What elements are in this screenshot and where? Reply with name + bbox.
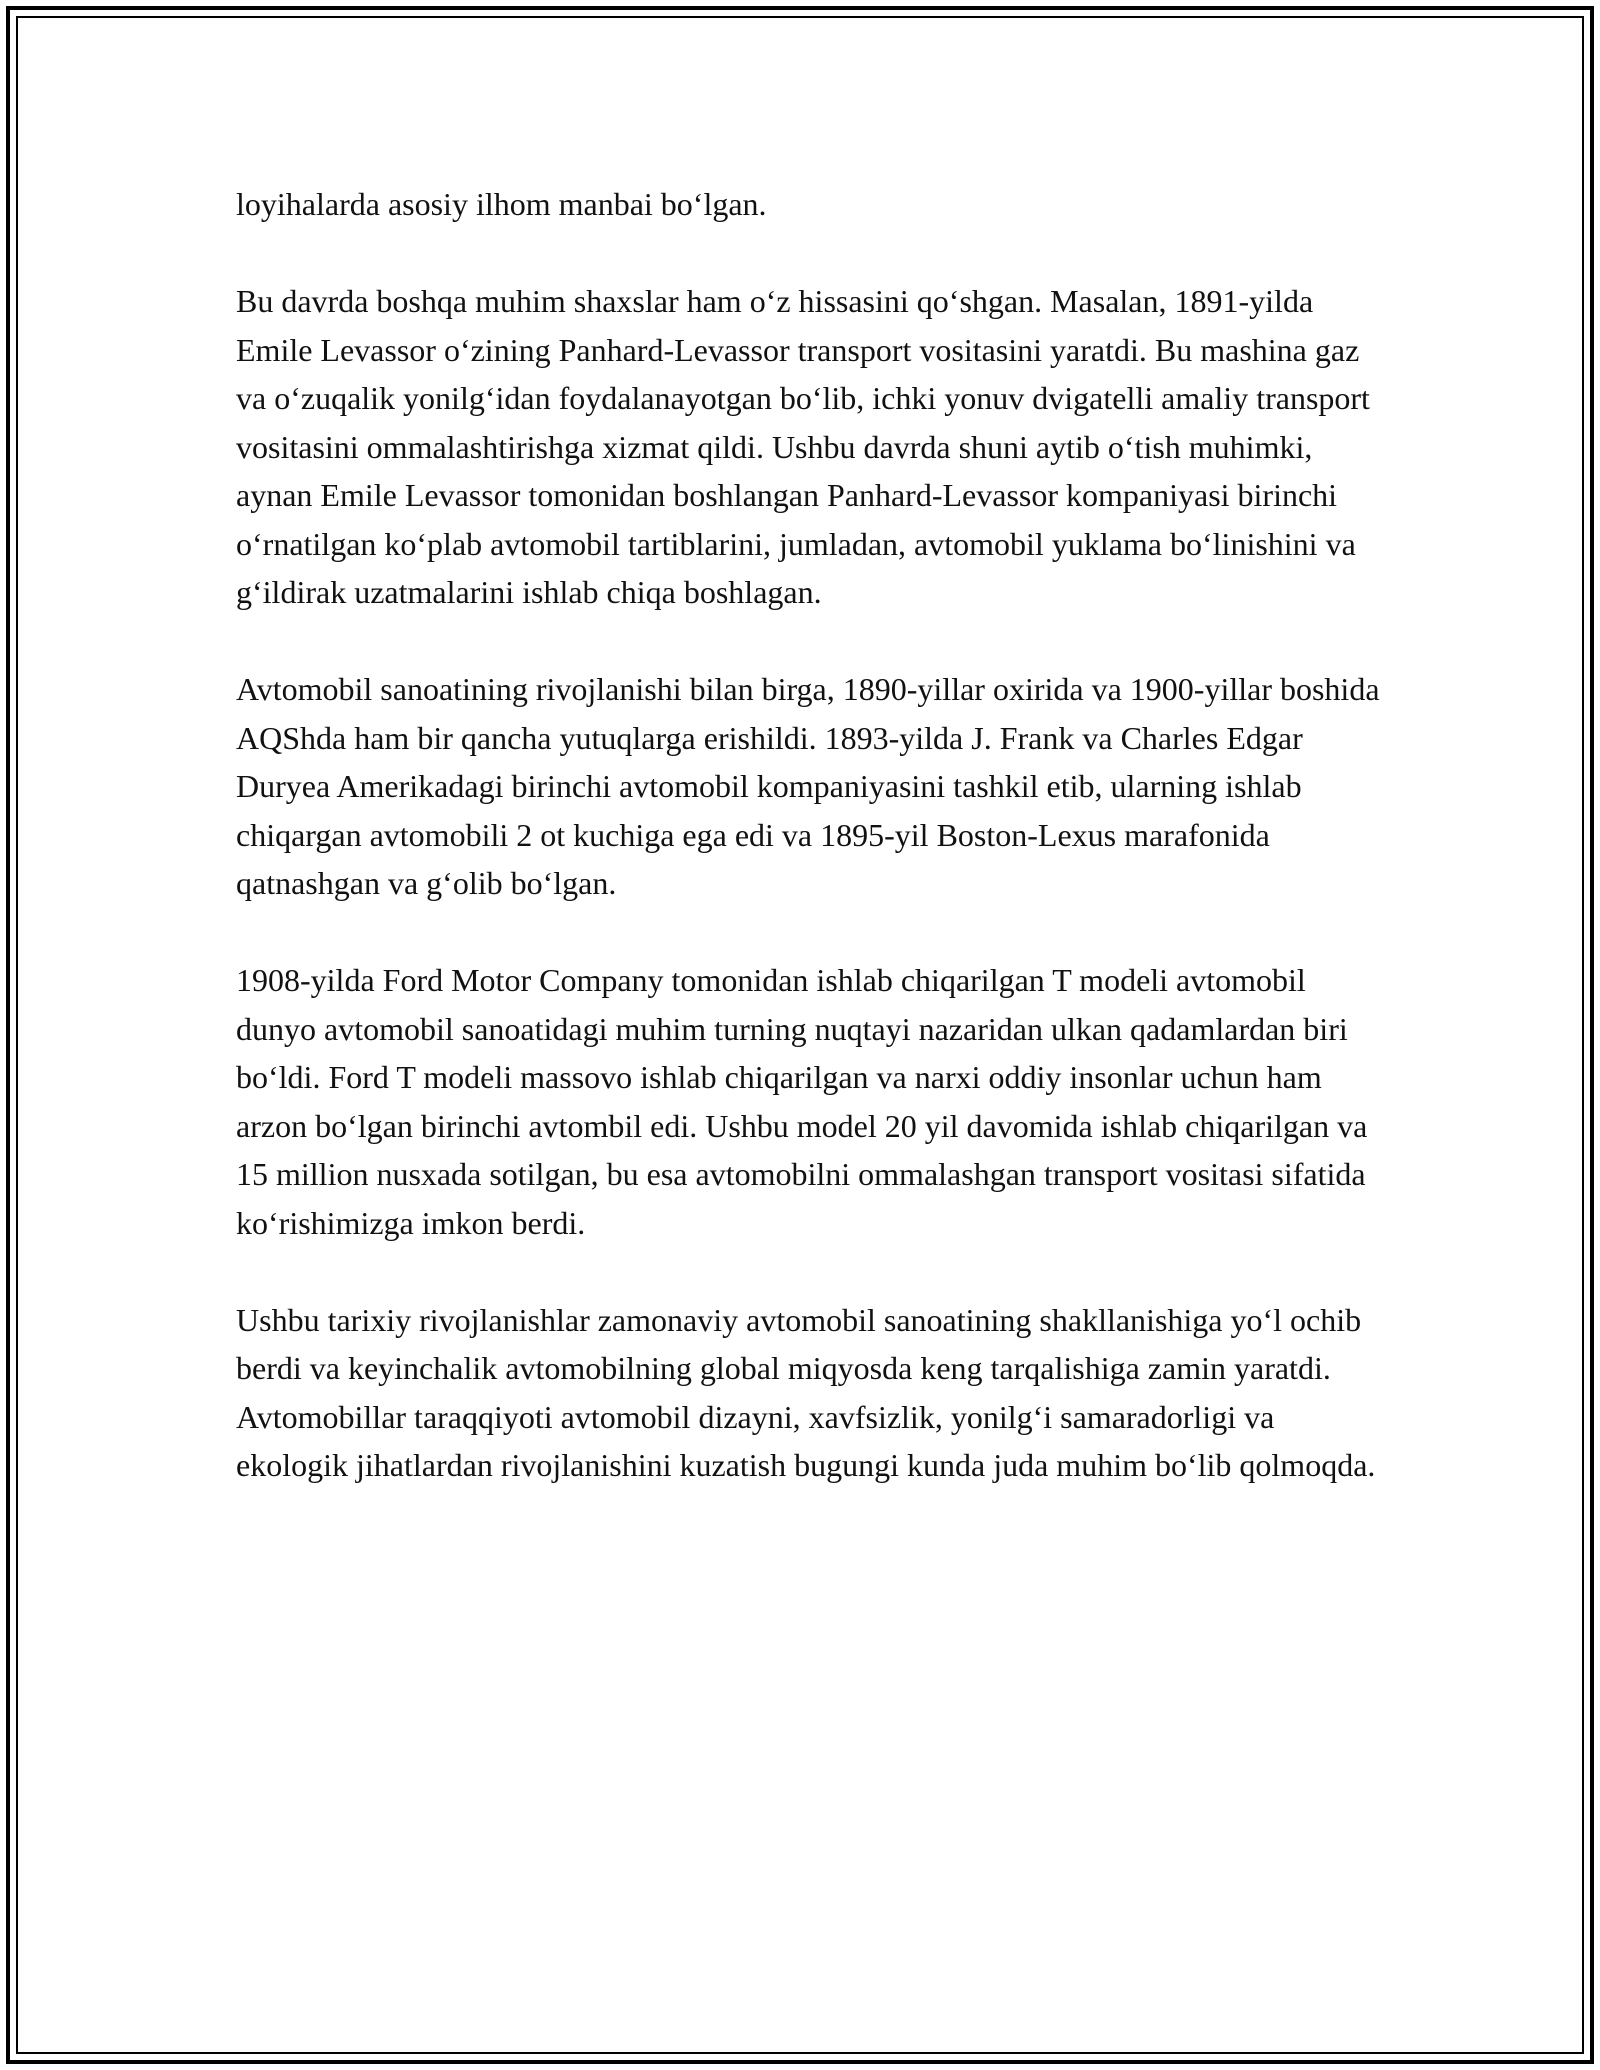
paragraph-5: Ushbu tarixiy rivojlanishlar zamonaviy avtomobil sanoatining shakllanishiga yo‘l ochib berdi va keyinchalik avtomobilning global miqyosda keng tarqalishiga zamin yaratdi. Avtomobillar taraqqiyoti avtomobil dizayni, xavfsizlik, yonilg‘i samaradorligi va ekologik jihatlardan rivojlanishini kuzatish bugungi kunda juda muhim bo‘lib qolmoqda.	[236, 1301, 1376, 1483]
paragraph-3: Avtomobil sanoatining rivojlanishi bilan birga, 1890-yillar oxirida va 1900-yillar boshida AQShda ham bir qancha yutuqlarga erishildi. 1893-yilda J. Frank va Charles Edgar Duryea Amerikadagi birinchi avtomobil kompaniyasini tashkil etib, ularning ishlab chiqargan avtomobili 2 ot kuchiga ega edi va 1895-yil Boston-Lexus marafonida qatnashgan va g‘olib bo‘lgan.	[236, 671, 1380, 901]
paragraph-1: loyihalarda asosiy ilhom manbai bo‘lgan.	[236, 186, 767, 222]
document-body	[236, 180, 1386, 1538]
paragraph-2: Bu davrda boshqa muhim shaxslar ham o‘z hissasini qo‘shgan. Masalan, 1891-yilda Emile Levassor o‘zining Panhard-Levassor transport vositasini yaratdi. Bu mashina gaz va o‘zuqalik yonilg‘idan foydalanayotgan bo‘lib, ichki yonuv dvigatelli amaliy transport vositasini ommalashtirishga xizmat qildi. Ushbu davrda shuni aytib o‘tish muhimki, aynan Emile Levassor tomonidan boshlangan Panhard-Levassor kompaniyasi birinchi o‘rnatilgan ko‘plab avtomobil tartiblarini, jumladan, avtomobil yuklama bo‘linishini va g‘ildirak uzatmalarini ishlab chiqa boshlagan.	[236, 283, 1370, 610]
paragraph-4: 1908-yilda Ford Motor Company tomonidan ishlab chiqarilgan T modeli avtomobil dunyo avtomobil sanoatidagi muhim turning nuqtayi nazaridan ulkan qadamlardan biri bo‘ldi. Ford T modeli massovo ishlab chiqarilgan va narxi oddiy insonlar uchun ham arzon bo‘lgan birinchi avtombil edi. Ushbu model 20 yil davomida ishlab chiqarilgan va 15 million nusxada sotilgan, bu esa avtomobilni ommalashgan transport vositasi sifatida ko‘rishimizga imkon berdi.	[236, 962, 1368, 1241]
